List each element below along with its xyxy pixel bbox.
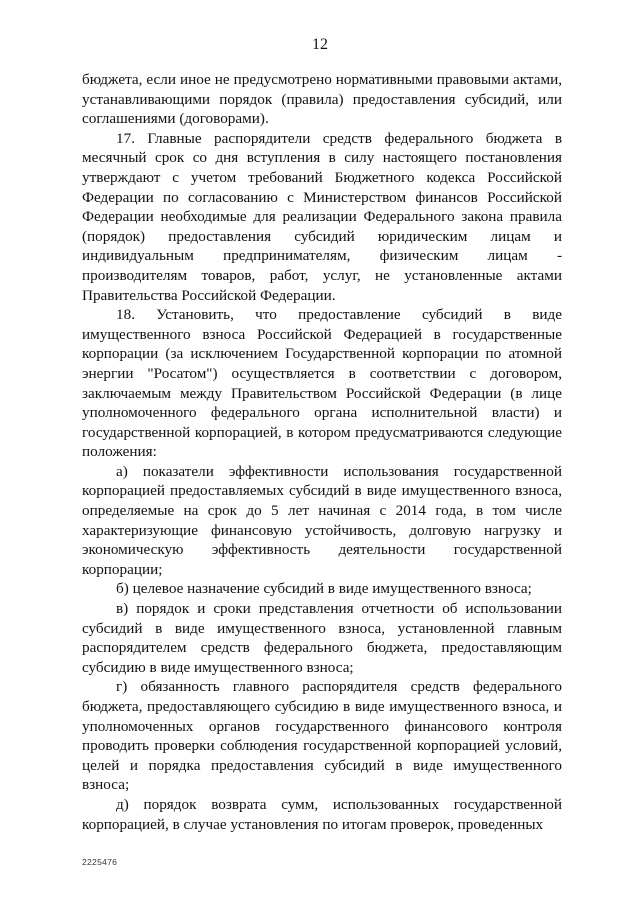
subitem-a: а) показатели эффективности использования государственной корпорацией предоставляемых субсидий в виде имущественного взноса, определяемые на срок до 5 лет начиная с 2014 года, в том числе характеризующие финансовую устойчивость, долговую нагрузку и экономическую эффективность деятельности государственной корпорации; [82, 462, 562, 578]
subitem-v: в) порядок и сроки представления отчетности об использовании субсидий в виде имущественного взноса, установленной главным распорядителем средств федерального бюджета, предоставляющим субсидию в виде имущественного взноса; [82, 600, 562, 676]
subitem-d: д) порядок возврата сумм, использованных государственной корпорацией, в случае установления по итогам проверок, проведенных [82, 795, 562, 833]
paragraph-item-17: 17. Главные распорядители средств федерального бюджета в месячный срок со дня вступления в силу настоящего постановления утверждают с учетом требований Бюджетного кодекса Российской Федерации по согласованию с Министерством финансов Российской Федерации необходимые для реализации Федерального закона правила (порядок) предоставления субсидий юридическим лицам и индивидуальным предпринимателям, физическим лицам - производителям товаров, работ, услуг, не установленные актами Правительства Российской Федерации. [82, 129, 562, 304]
subitem-b: б) целевое назначение субсидий в виде имущественного взноса; [116, 580, 532, 598]
paragraph-continuation: бюджета, если иное не предусмотрено нормативными правовыми актами, устанавливающими порядок (правила) предоставления субсидий, или соглашениями (договорами). [82, 71, 562, 128]
page-number: 12 [312, 36, 328, 53]
subitem-g: г) обязанность главного распорядителя средств федерального бюджета, предоставляющего субсидию в виде имущественного взноса, и уполномоченных органов государственного финансового контроля проводить проверки соблюдения государственной корпорацией условий, целей и порядка предоставления субсидий в виде имущественного взноса; [82, 678, 562, 794]
document-body [82, 70, 562, 834]
document-id: 2225476 [82, 857, 118, 867]
paragraph-item-18: 18. Установить, что предоставление субсидий в виде имущественного взноса Российской Федерацией в государственные корпорации (за исключением Государственной корпорации по атомной энергии "Росатом") осуществляется в соответствии с договором, заключаемым между Правительством Российской Федерации (в лице уполномоченного федерального органа исполнительной власти) и государственной корпорацией, в котором предусматриваются следующие положения: [82, 306, 562, 461]
